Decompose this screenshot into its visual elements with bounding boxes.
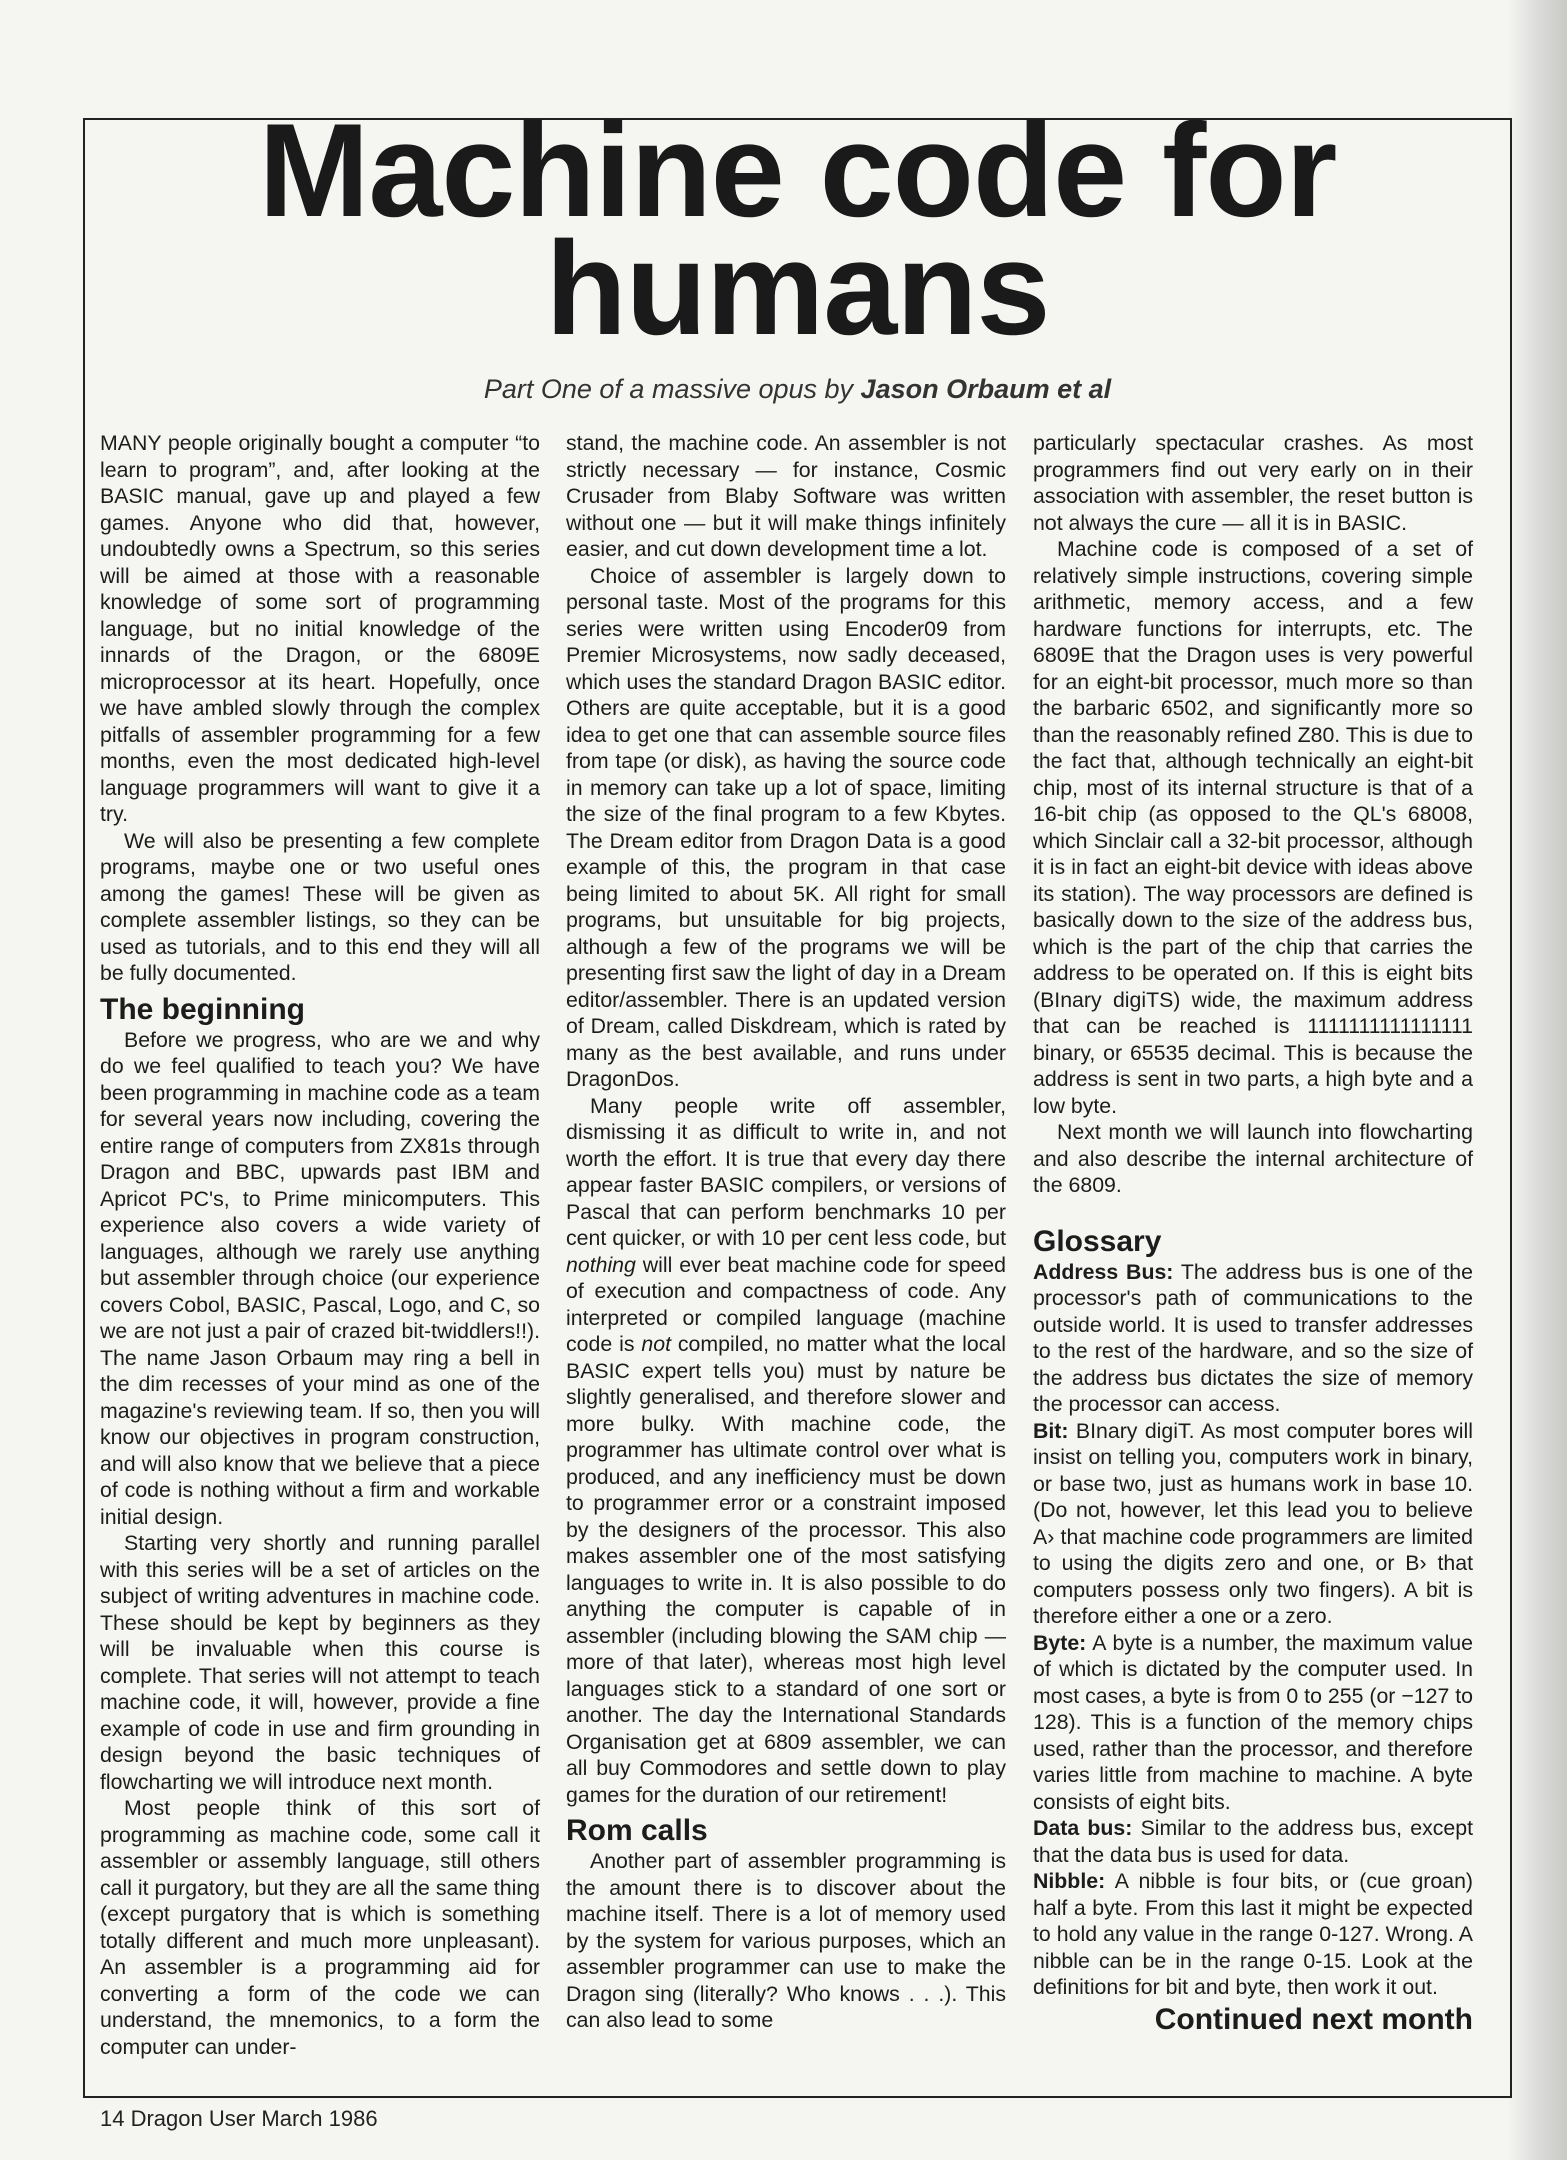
text-run: compiled, no matter what the local BASIC expert tells you) must by nature be slightly generalised, and therefore slower and more bulky. With machine code, the programmer has ultimate control over what is produced, and any inefficiency must be down to programmer error or a constraint imposed by the designers of the processor. This also makes assembler one of the most satisfying languages to write in. It is also possible to do anything the computer is capable of in assembler (including blowing the SAM chip — more of that later), whereas most high level languages stick to a standard of one sort or another. The day the International Standards Organisation get at 6809 assembler, we can all buy Commodores and settle down to play games for the duration of our retirement! [566,1332,1006,1807]
author-name: Jason Orbaum et al [860,374,1112,404]
paragraph [100,1027,540,1531]
article-subtitle [83,374,1512,405]
text-run: Next month we will launch into flowcharting and also describe the internal architecture of the 6809. [1033,1120,1473,1197]
glossary-entry [1033,1815,1473,1868]
glossary-term: Byte: [1033,1630,1087,1655]
text-run: Machine code is composed of a set of relatively simple instructions, covering simple arithmetic, memory access, and a few hardware functions for interrupts, etc. The 6809E that the Dragon uses is very powerful for an eight-bit processor, much more so than the barbaric 6502, and significantly more so than the reasonably refined Z80. This is due to the fact that, although technically an eight-bit chip, most of its internal structure is that of a 16-bit chip (as opposed to the QL's 68008, which Sinclair call a 32-bit processor, although it is in fact an eight-bit device with ideas above its station). The way processors are defined is basically down to the size of the address bus, which is the part of the chip that carries the address to be operated on. If this is eight bits (BInary digiTS) wide, the maximum address that can be reached is 1111111111111111 binary, or 65535 decimal. This is because the address is sent in two parts, a high byte and a low byte. [1033,537,1473,1118]
title-line-1: Machine code for [258,97,1337,245]
text-run: Choice of assembler is largely down to personal taste. Most of the programs for this series were written using Encoder09 from Premier Microsystems, now sadly deceased, which uses the standard Dragon BASIC editor. Others are quite acceptable, but it is a good idea to get one that can assemble source files from tape (or disk), as having the source code in memory can take up a lot of space, limiting the size of the final program to a few Kbytes. The Dream editor from Dragon Data is a good example of this, the program in that case being limited to about 5K. All right for small programs, but unsuitable for big projects, although a few of the programs we will be presenting first saw the light of day in a Dream editor/assembler. There is an updated version of Dream, called Diskdream, which is rated by many as the best available, and runs under DragonDos. [566,563,1006,1091]
emphasis: not [641,1332,671,1356]
paragraph [566,430,1006,563]
emphasis: nothing [566,1252,636,1277]
text-run: MANY people originally bought a computer “to learn to program”, and, after looking at the BASIC manual, gave up and played a few games. Anyone who did that, however, undoubtedly owns a Spectrum, so this series will be aimed at those with a reasonable knowledge of some sort of programming language, but no initial knowledge of the innards of the Dragon, or the 6809E microprocessor at its heart. Hopefully, once we have ambled slowly through the complex pitfalls of assembler programming for a few months, even the most dedicated high-level language programmers will want to give it a try. [100,431,540,826]
page-binding-shadow [1507,0,1567,2160]
glossary-entry [1033,1259,1473,1418]
glossary-term: Address Bus: [1033,1259,1174,1284]
article-title [83,97,1512,363]
paragraph [1033,1119,1473,1199]
text-run: Another part of assembler programming is the amount there is to discover about the machine itself. There is a lot of memory used by the system for various purposes, which an assembler programmer can use to make the Dragon sing (literally? Who knows . . .). This can also lead to some [566,1849,1006,2032]
column-3 [1033,430,1473,2036]
text-run: A nibble is four bits, or (cue groan) half a byte. From this last it might be expected to hold any value in the range 0-127. Wrong. A nibble can be in the range 0-15. Look at the definitions for bit and byte, then work it out. [1033,1869,1473,1999]
paragraph [100,430,540,828]
paragraph [100,1795,540,2060]
title-line-2: humans [545,215,1050,363]
paragraph [566,563,1006,1093]
text-run: A byte is a number, the maximum value of which is dictated by the computer used. In most cases, a byte is from 0 to 255 (or −127 to 128). This is a function of the memory chips used, rather than the processor, and therefore varies little from machine to machine. A byte consists of eight bits. [1033,1630,1473,1814]
text-run: Most people think of this sort of programming as machine code, some call it assembler or assembly language, still others call it purgatory, but they are all the same thing (except purgatory that is which is something totally different and much more unpleasant). An assembler is a programming aid for converting a form of the code we can understand, the mnemonics, to a form the computer can under- [100,1796,540,2059]
text-run: will ever beat machine code for speed of execution and compactness of code. Any interpreted or compiled language (machine code is [566,1252,1006,1356]
paragraph [1033,536,1473,1119]
text-run: Starting very shortly and running parallel with this series will be a set of articles on the subject of writing adventures in machine code. These should be kept by beginners as they will be invaluable when this course is complete. That series will not attempt to teach machine code, it will, however, provide a fine example of code in use and firm grounding in design beyond the basic techniques of flowcharting we will introduce next month. [100,1531,540,1794]
paragraph [566,1848,1006,2034]
paragraph [1033,430,1473,536]
glossary-entry [1033,1418,1473,1630]
column-1 [100,430,540,2060]
continued-note: Continued next month [1154,2002,1473,2036]
glossary-term: Nibble: [1033,1869,1106,1893]
glossary-entry [1033,1630,1473,1816]
glossary-term: Bit: [1033,1418,1069,1443]
text-run: Before we progress, who are we and why do we feel qualified to teach you? We have been programming in machine code as a team for several years now including, covering the entire range of computers from ZX81s through Dragon and BBC, upwards past IBM and Apricot PC's, to Prime minicomputers. This experience also covers a wide variety of languages, although we rarely use anything but assembler through choice (our experience covers Cobol, BASIC, Pascal, Logo, and C, so we are not just a pair of crazed bit-twiddlers!!). The name Jason Orbaum may ring a bell in the dim recesses of your mind as one of the magazine's reviewing team. If so, then you will know our objectives in program construction, and will also know that we believe that a piece of code is nothing without a firm and workable initial design. [100,1027,540,1529]
text-run: Many people write off assembler, dismissing it as difficult to write in, and not worth the effort. It is true that every day there appear faster BASIC compilers, or versions of Pascal that can perform benchmarks 10 per cent quicker, or with 10 per cent less code, but [566,1093,1006,1250]
glossary-entry [1033,1868,1473,2001]
section-heading: Glossary [1033,1224,1162,1258]
text-run: The address bus is one of the processor's path of communications to the outside world. It is used to transfer addresses to the rest of the hardware, and so the size of the address bus dictates the size of memory the processor can access. [1033,1259,1473,1416]
page-footer: 14 Dragon User March 1986 [100,2106,378,2131]
text-run: Similar to the address bus, except that the data bus is used for data. [1033,1816,1473,1867]
section-heading: The beginning [100,992,305,1026]
paragraph [100,1530,540,1795]
glossary-term: Data bus: [1033,1816,1133,1840]
text-run: We will also be presenting a few complete programs, maybe one or two useful ones among the games! These will be given as complete assembler listings, so they can be used as tutorials, and to this end they will all be fully documented. [100,828,540,985]
subtitle-prefix: Part One of a massive opus by [483,374,861,404]
paragraph [100,828,540,987]
text-run: particularly spectacular crashes. As most programmers find out very early on in their association with assembler, the reset button is not always the cure — all it is in BASIC. [1033,431,1473,535]
text-run: stand, the machine code. An assembler is not strictly necessary — for instance, Cosmic Crusader from Blaby Software was written without one — but it will make things infinitely easier, and cut down development time a lot. [566,431,1006,561]
paragraph [566,1093,1006,1809]
column-2 [566,430,1006,2034]
section-heading: Rom calls [566,1814,708,1847]
text-run: BInary digiT. As most computer bores will insist on telling you, computers work in binary, or base two, just as humans work in base 10. (Do not, however, let this lead you to believe A› that machine code programmers are limited to using the digits zero and one, or B› that computers possess only two fingers). A bit is therefore either a one or a zero. [1033,1418,1473,1628]
